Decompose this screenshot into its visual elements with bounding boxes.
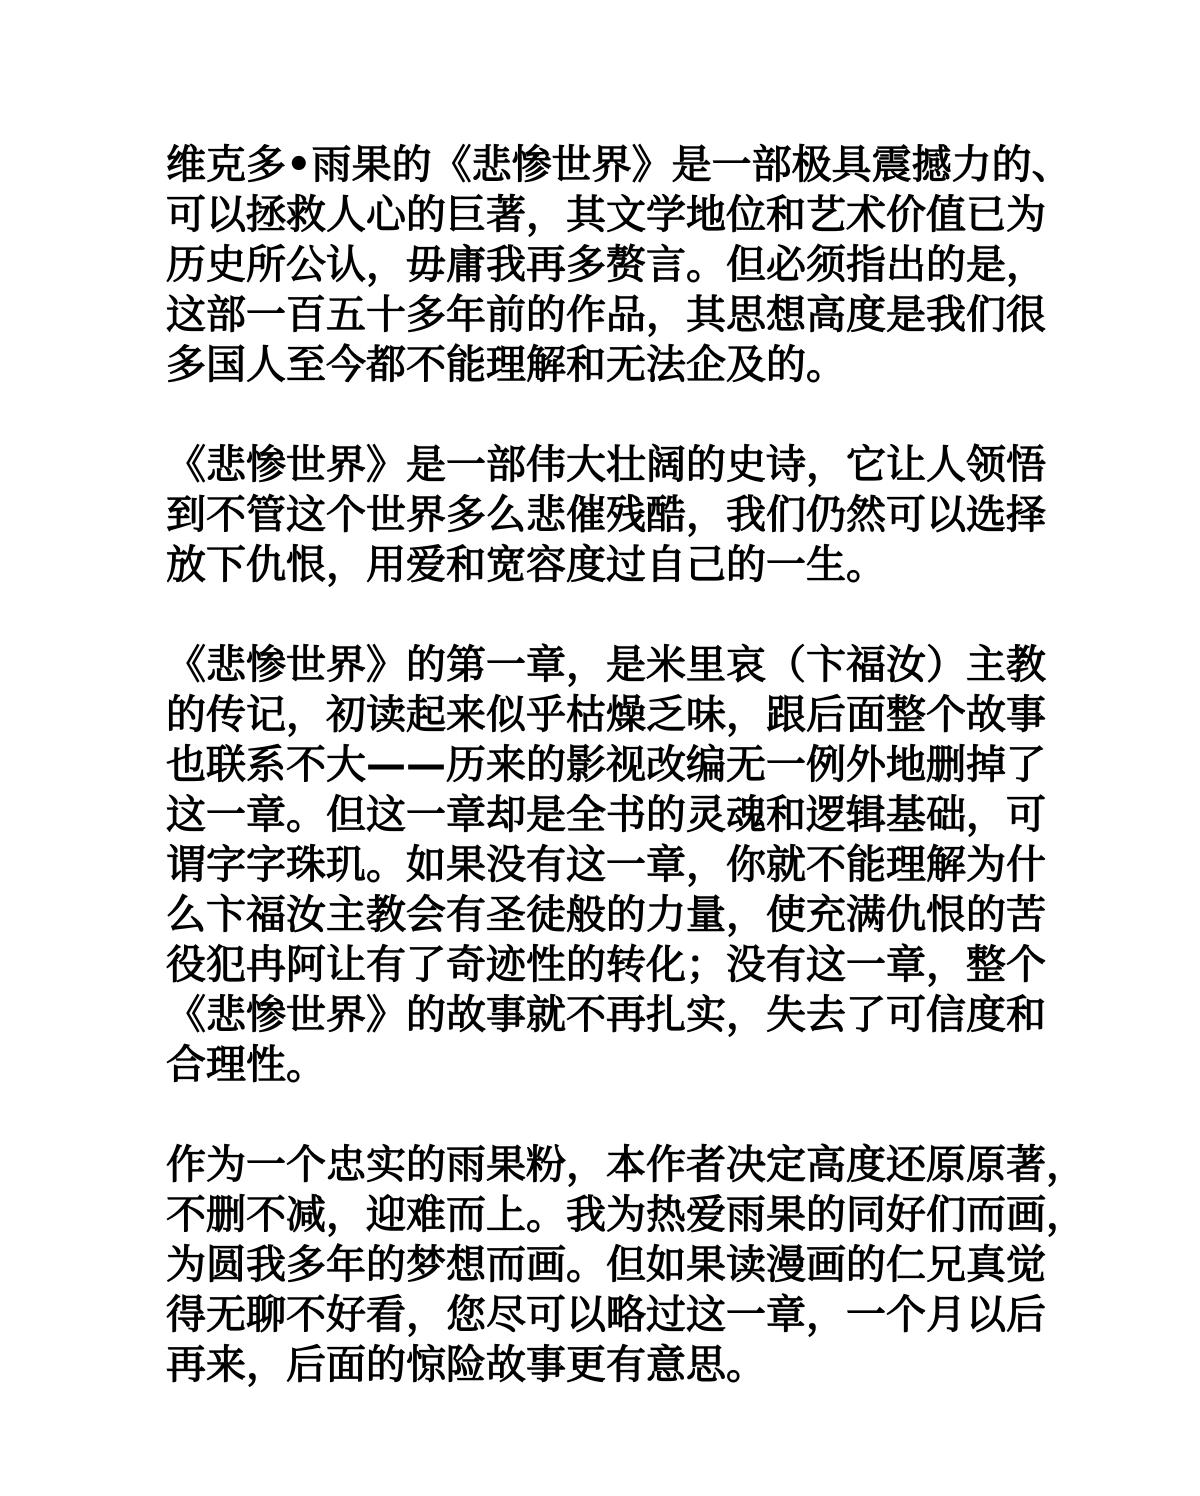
paragraph-2 [166,440,1046,590]
text-line: 多国人至今都不能理解和无法企及的。 [166,342,846,388]
text-line: 可以拯救人心的巨著，其文学地位和艺术价值已为 [166,192,1046,238]
text-line: 放下仇恨，用爱和宽容度过自己的一生。 [166,542,886,588]
text-line: 也联系不大——历来的影视改编无一例外地删掉了 [166,742,1046,788]
text-line: 谓字字珠玑。如果没有这一章，你就不能理解为什 [166,842,1046,888]
text-line: 合理性。 [166,1042,326,1088]
text-line: 的传记，初读起来似乎枯燥乏味，跟后面整个故事 [166,692,1046,738]
paragraph-1 [166,140,1072,390]
text-line: 《悲惨世界》的第一章，是米里哀（卞福汝）主教 [166,642,1046,688]
text-line: 这部一百五十多年前的作品，其思想高度是我们很 [166,292,1046,338]
paragraph-4 [166,1140,1086,1390]
text-line: 历史所公认，毋庸我再多赘言。但必须指出的是， [166,242,1046,288]
text-block [166,140,1086,1440]
text-line: 作为一个忠实的雨果粉，本作者决定高度还原原著， [166,1142,1086,1188]
text-line: 不删不减，迎难而上。我为热爱雨果的同好们而画， [166,1192,1086,1238]
text-line: 这一章。但这一章却是全书的灵魂和逻辑基础，可 [166,792,1046,838]
text-line: 么卞福汝主教会有圣徒般的力量，使充满仇恨的苦 [166,892,1046,938]
text-line: 到不管这个世界多么悲催残酷，我们仍然可以选择 [166,492,1046,538]
text-line: 维克多•雨果的《悲惨世界》是一部极具震撼力的、 [166,142,1072,188]
text-line: 再来，后面的惊险故事更有意思。 [166,1342,766,1388]
text-line: 《悲惨世界》的故事就不再扎实，失去了可信度和 [166,992,1046,1038]
text-line: 为圆我多年的梦想而画。但如果读漫画的仁兄真觉 [166,1242,1046,1288]
paragraph-3 [166,640,1046,1090]
text-line: 役犯冉阿让有了奇迹性的转化；没有这一章，整个 [166,942,1046,988]
text-line: 《悲惨世界》是一部伟大壮阔的史诗，它让人领悟 [166,442,1046,488]
text-line: 得无聊不好看，您尽可以略过这一章，一个月以后 [166,1292,1046,1338]
